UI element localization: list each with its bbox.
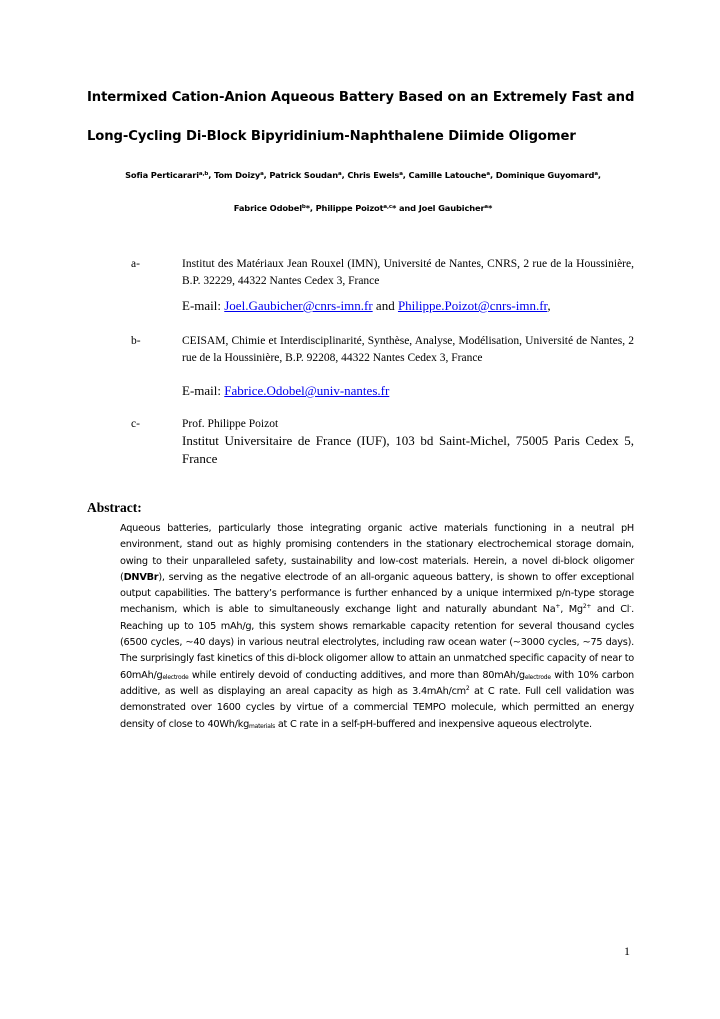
abstract-text: Aqueous batteries, particularly those integrating organic active materials functioning in a neutral pH environment, stand out as highly promising contenders in the stationary electrochemical storage domain, owing to their unparalleled safety, sustainability and low-cost materials. Herein, a novel di-block oligomer ( [120,523,634,583]
author-affiliation-mark: a,c [383,204,393,210]
affiliation-c-text: Institut Universitaire de France (IUF), 103 bd Saint-Michel, 75005 Paris Cedex 5, France [182,433,634,466]
author-affiliation-mark: a [594,171,598,177]
author-affiliation-mark: a,b [198,171,209,177]
author-name: Chris Ewels [347,170,400,180]
affiliation-a-text: Institut des Matériaux Jean Rouxel (IMN), Université de Nantes, CNRS, 2 rue de la Houssinière, B.P. 32229, 44322 Nantes Cedex 3, France [182,258,634,287]
author-list-line-2 [70,203,656,213]
affiliation-b-letter: b- [131,335,141,347]
affiliation-a-letter: a- [131,258,140,270]
affiliation-c-letter: c- [131,418,140,430]
abstract-text: while entirely devoid of conducting additives, and more than 80mAh/g [188,669,525,681]
abstract-text: at C rate. Full cell validation was demonstrated over 1600 cycles by virtue of a commercial TEMPO molecule, which permitted an energy density of close to 40Wh/kg [120,685,634,730]
author-name: Dominique Guyomard [495,170,595,180]
author-name: Tom Doizy [213,170,261,180]
abstract-superscript: 2 [465,684,470,692]
affiliation-c-name: Prof. Philippe Poizot [182,418,279,430]
abstract-heading: Abstract: [87,500,142,515]
abstract-superscript: + [555,603,561,611]
abstract-body [120,521,634,733]
abstract-subscript: electrode [524,673,551,681]
author-affiliation-mark: a [484,204,488,210]
abstract-text: and Cl [591,604,630,616]
abstract-text: with 10% carbon additive, as well as displaying an areal capacity as high as 3.4mAh/cm [120,669,634,697]
affiliation-a-email-line [182,298,642,314]
paper-title-line-1: Intermixed Cation-Anion Aqueous Battery Based on an Extremely Fast and [87,90,635,105]
author-list-line-1 [70,170,656,180]
author-separator: , [402,170,409,180]
author-separator: * and [392,203,419,213]
email-link-gaubicher[interactable]: Joel.Gaubicher@cnrs-imn.fr [224,298,373,313]
page-number: 1 [624,944,630,958]
abstract-compound-name: DNVBr [123,571,159,583]
abstract-superscript: - [629,603,632,611]
abstract-text: ), serving as the negative electrode of an all-organic aqueous battery, is shown to offer exceptional output capabilities. The battery’s performance is further enhanced by a unique intermixed p/n-type storage mechanism, which is able to simultaneously exchange light and naturally abundant Na [120,571,634,616]
author-affiliation-mark: a [399,171,403,177]
author-affiliation-mark: a [260,171,264,177]
abstract-superscript: 2+ [582,603,592,611]
author-separator: , [489,170,496,180]
author-separator: , [263,170,270,180]
email-prefix: E-mail: [182,383,225,398]
author-name: Patrick Soudan [269,170,339,180]
email-join: and [372,298,398,313]
abstract-subscript: materials [249,722,275,730]
author-separator: , [208,170,214,180]
email-suffix: , [547,298,551,313]
abstract-text: at C rate in a self-pH-buffered and inexpensive aqueous electrolyte. [274,718,592,730]
author-name: Sofia Perticarari [125,170,199,180]
author-affiliation-mark: a [338,171,342,177]
author-affiliation-mark: b [301,204,306,210]
affiliation-b-text: CEISAM, Chimie et Interdisciplinarité, Synthèse, Analyse, Modélisation, Université de Nantes, 2 rue de la Houssinière, B.P. 92208, 44322 Nantes Cedex 3, France [182,335,634,364]
author-separator: , [341,170,348,180]
author-separator: *, [305,203,316,213]
abstract-text: . Reaching up to 105 mAh/g, this system shows remarkable capacity retention for several thousand cycles (6500 cycles, ~40 days) in various neutral electrolytes, including raw ocean water (~3000 cycles, ~75 days). The surprisingly fast kinetics of this di-block oligomer allow to attain an unmatched specific capacity of near to 60mAh/g [120,604,634,681]
email-prefix: E-mail: [182,298,225,313]
author-name: Joel Gaubicher [418,203,485,213]
email-link-odobel[interactable]: Fabrice.Odobel@univ-nantes.fr [224,383,390,398]
affiliation-b-email-line [182,383,642,399]
author-name: Philippe Poizot [315,203,384,213]
author-affiliation-mark: a [486,171,490,177]
author-separator: * [487,203,493,213]
author-separator: , [597,170,601,180]
author-name: Fabrice Odobel [233,203,302,213]
abstract-text: , Mg [560,604,583,616]
email-link-poizot[interactable]: Philippe.Poizot@cnrs-imn.fr [397,298,548,313]
abstract-subscript: electrode [162,673,189,681]
paper-title-line-2: Long-Cycling Di-Block Bipyridinium-Naphthalene Diimide Oligomer [87,129,576,144]
author-name: Camille Latouche [408,170,487,180]
